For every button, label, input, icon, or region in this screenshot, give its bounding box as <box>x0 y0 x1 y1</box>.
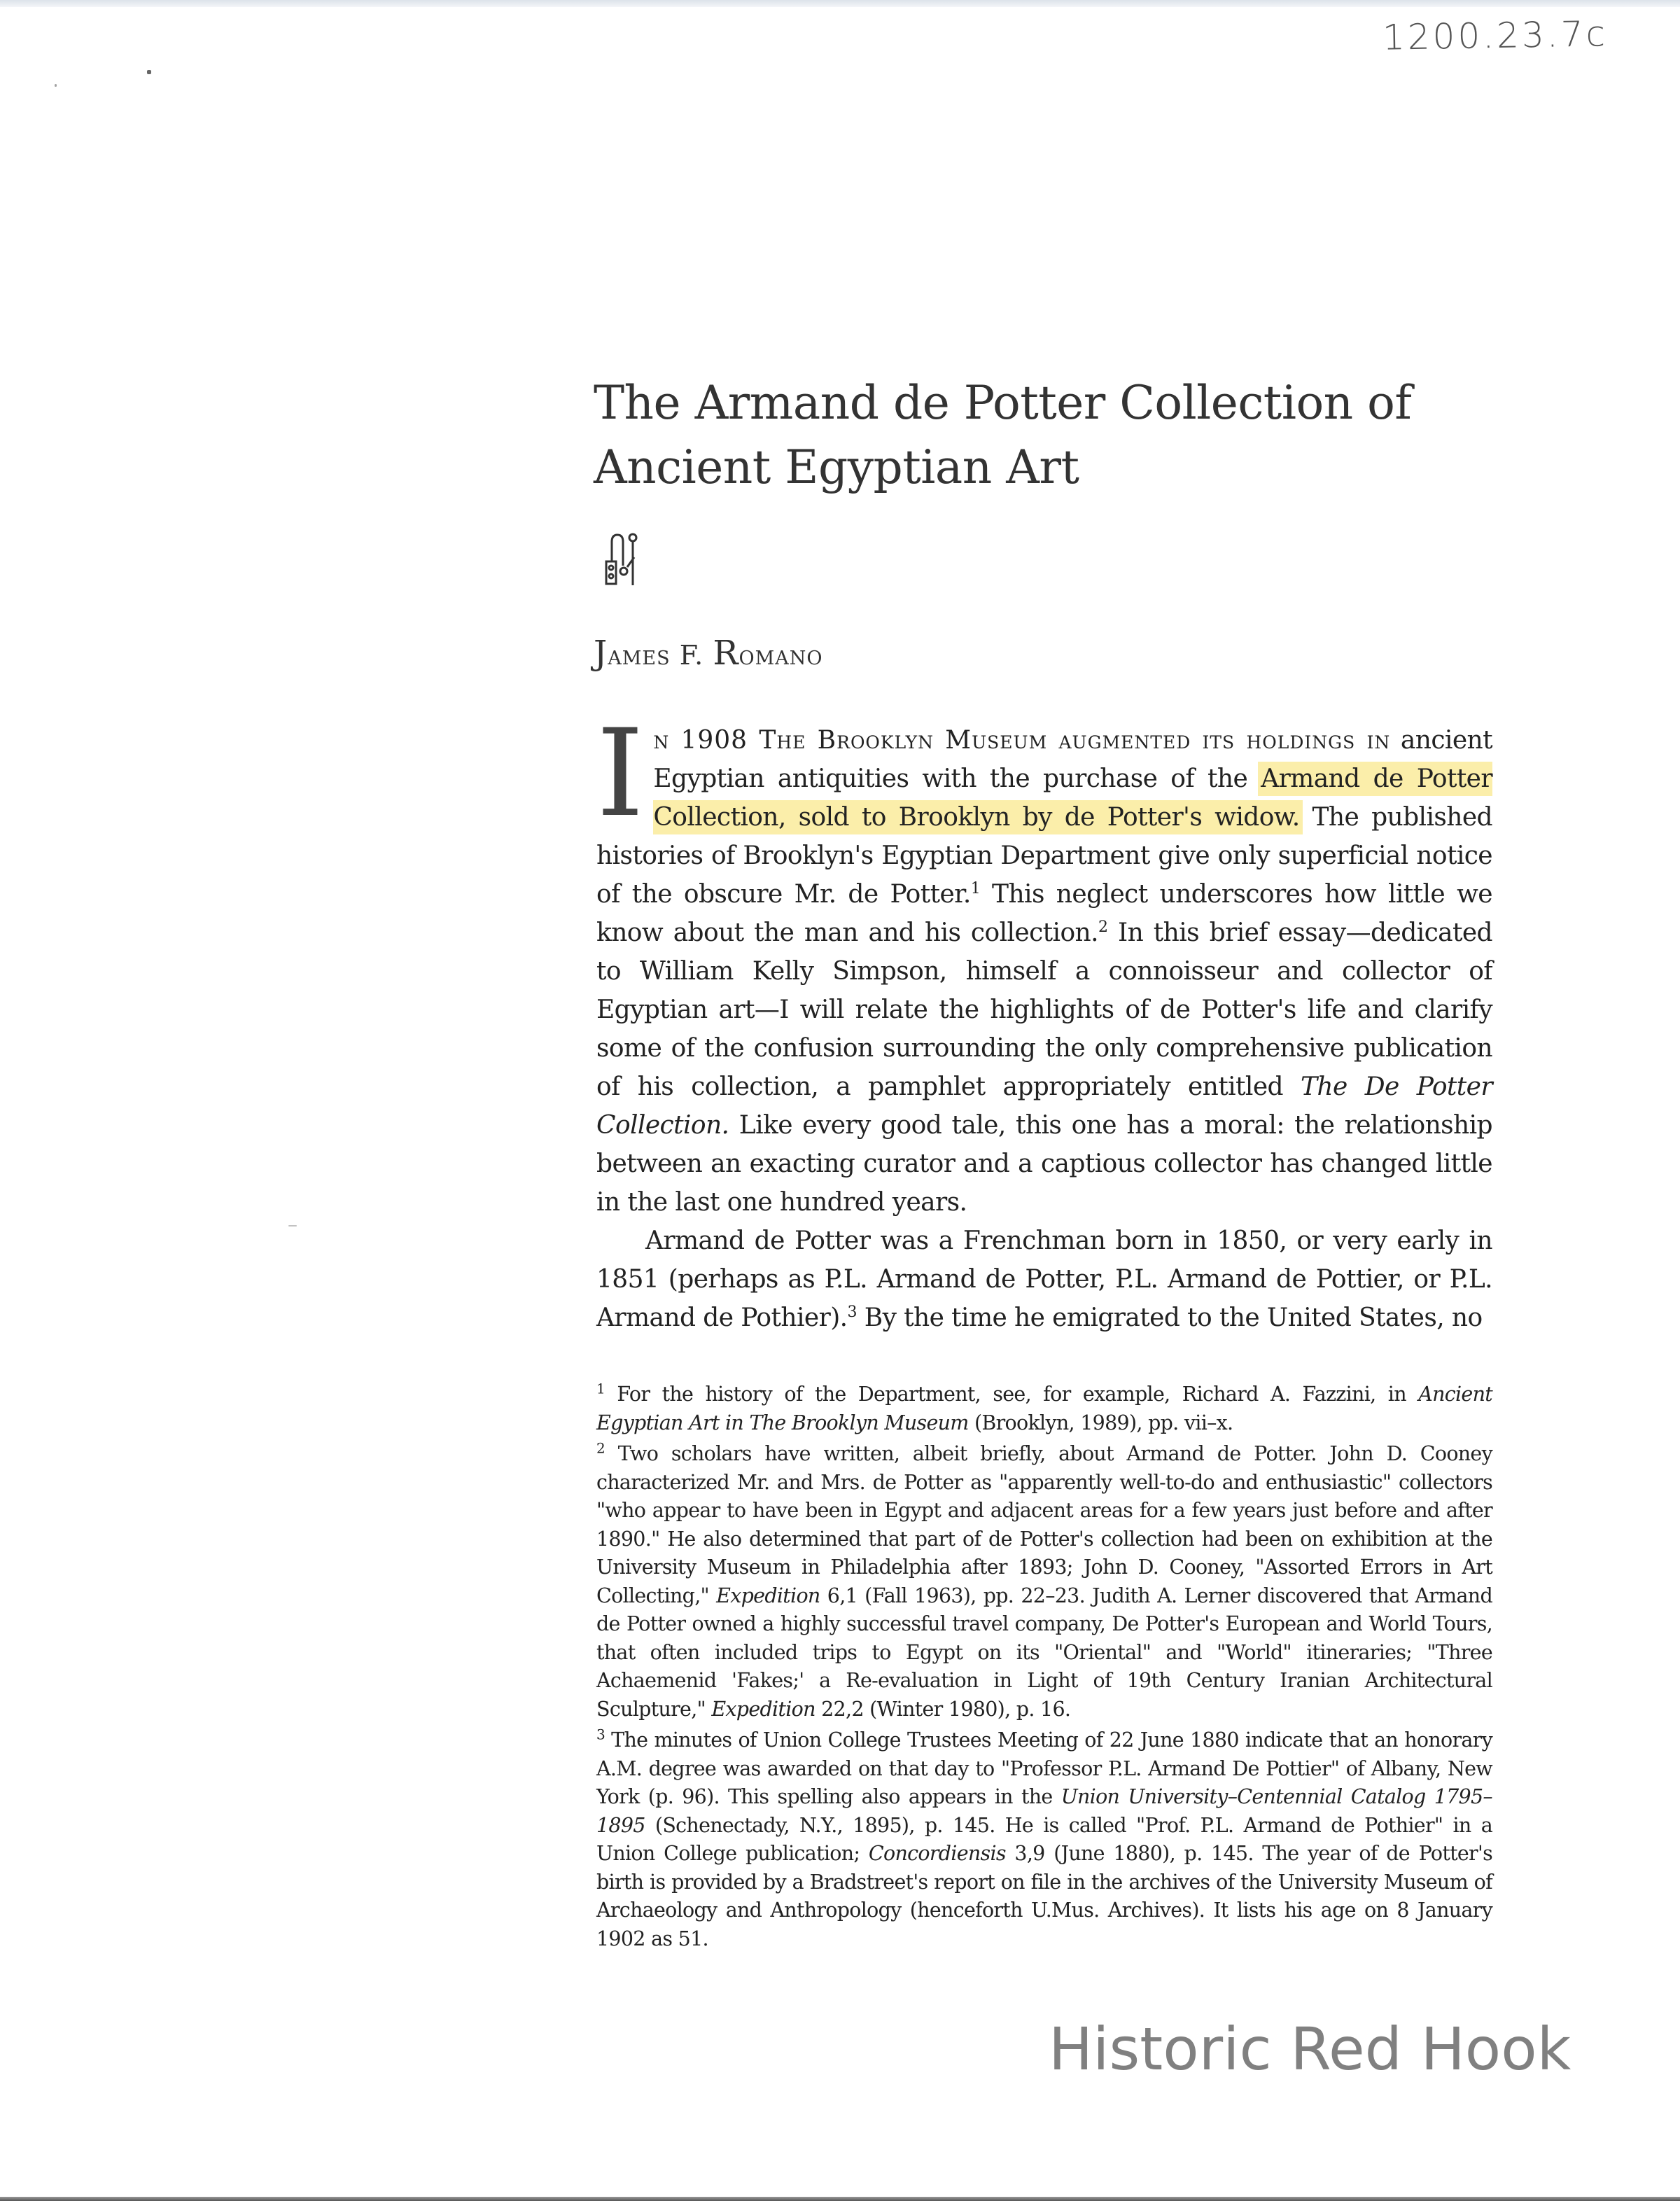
footnote-3: $^3$ The minutes of Union College Trustees Meeting of 22 June 1880 indicate that an honorary A.M. degree was awarded on that day to "Professor P.L. Armand De Pottier" of Albany, New York (p. 96). This spelling also appears in the Union University–Centennial Catalog 1795–1895 (Schenectady, N.Y., 1895), p. 145. He is called "Prof. P.L. Armand de Pothier" in a Union College publication; Concordiensis 3,9 (June 1880), p. 145. The year of de Potter's birth is provided by a Bradstreet's report on file in the archives of the University Museum of Archaeology and Anthropology (henceforth U.Mus. Archives). It lists his age on 8 January 1902 as 51. <box>596 1726 1493 1950</box>
handwritten-accession-number: 1200.23.7c <box>1382 13 1609 58</box>
lead-in-small-caps: n 1908 The Brooklyn Museum augmented its holdings in <box>653 726 1391 755</box>
footnote-ref-3[interactable]: 3 <box>847 1304 857 1321</box>
article-title <box>594 371 1504 500</box>
footnotes <box>596 1381 1492 1956</box>
title-line-2: Ancient Egyptian Art <box>594 440 1079 494</box>
paragraph-2: Armand de Potter was a Frenchman born in 1850, or very early in 1851 (perhaps as P.L. Armand de Potter, P.L. Armand de Pottier, or P.L. Armand de Pothier).$^3$ By the time he emigrated to the United States, no <box>596 1227 1492 1332</box>
italic-title: The De Potter Collection. <box>596 1072 1492 1140</box>
footnote-2: $^2$ Two scholars have written, albeit briefly, about Armand de Potter. John D. Cooney characterized Mr. and Mrs. de Potter as "apparently well-to-do and enthusiastic" collectors "who appear to have been in Egypt and adjacent areas for a few years just before and after 1890." He also determined that part of de Potter's collection had been on exhibition at the University Museum in Philadelphia after 1893; John D. Cooney, "Assorted Errors in Art Collecting," Expedition 6,1 (Fall 1963), pp. 22–23. Judith A. Lerner discovered that Armand de Potter owned a highly successful travel company, De Potter's European and World Tours, that often included trips to Egypt on its "Oriental" and "World" itineraries; "Three Achaemenid 'Fakes;' a Re-evaluation in Light of 19th Century Iranian Architectural Sculpture," Expedition 22,2 (Winter 1980), p. 16. <box>596 1439 1492 1721</box>
scan-speck <box>147 70 151 74</box>
footnote-ref-2[interactable]: 2 <box>1098 918 1108 936</box>
footnote-ref-1[interactable]: 1 <box>970 880 981 897</box>
footnote-1: $^1$ For the history of the Department, see, for example, Richard A. Fazzini, in Ancient Egyptian Art in The Brooklyn Museum (Brooklyn, 1989), pp. vii–x. <box>596 1380 1492 1434</box>
title-line-1: The Armand de Potter Collection of <box>594 376 1412 430</box>
article-body <box>596 703 1493 1337</box>
drop-cap: I <box>596 703 644 844</box>
scan-speck <box>55 84 57 87</box>
highlighted-text: Armand de Potter Collection, sold to Brooklyn by de Potter's widow. <box>653 764 1492 832</box>
paragraph-1: In 1908 The Brooklyn Museum augmented its holdings in ancient Egyptian antiquities with the purchase of the Armand de Potter Collection, sold to Brooklyn by de Potter's widow. The published histories of Brooklyn's Egyptian Department give only superficial notice of the obscure Mr. de Potter.$^1$ This neglect underscores how little we know about the man and his collection.$^2$ In this brief essay—dedicated to William Kelly Simpson, himself a connoisseur and collector of Egyptian art—I will relate the highlights of de Potter's life and clarify some of the confusion surrounding the only comprehensive publication of his collection, a pamphlet appropriately entitled The De Potter Collection. Like every good tale, this one has a moral: the relationship between an exacting curator and a captious collector has changed little in the last one hundred years. <box>596 703 1493 1217</box>
scan-bottom-edge <box>0 2197 1680 2201</box>
scan-top-edge <box>0 0 1680 7</box>
scan-speck <box>288 1225 297 1227</box>
watermark-historic-red-hook: Historic Red Hook <box>1049 2015 1572 2083</box>
author-name: James F. Romano <box>594 634 823 673</box>
hieroglyph-ornament-icon <box>596 532 645 588</box>
